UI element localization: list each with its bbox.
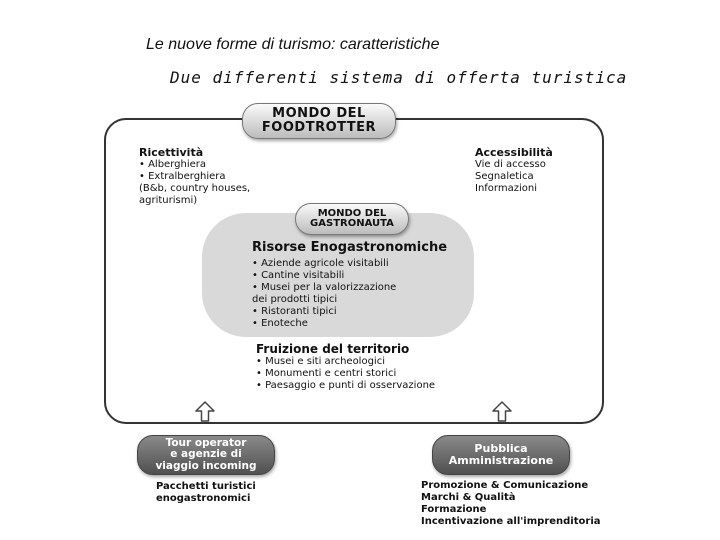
slide-subtitle: Due differenti sistema di offerta turistica [170, 68, 628, 87]
pubblica-services [421, 480, 601, 528]
risorse-block [252, 240, 447, 330]
pubblica-service-line: Promozione & Comunicazione [421, 480, 589, 491]
tour-operator-box [137, 435, 275, 475]
ricettivita-line: agriturismi) [139, 195, 198, 206]
pubblica-amministrazione-box [432, 435, 570, 475]
ricettivita-line: (B&b, country houses, [139, 183, 251, 194]
risorse-line: • Enoteche [252, 318, 308, 329]
risorse-line: • Cantine visitabili [252, 270, 345, 281]
tour-operator-line: viaggio incoming [155, 459, 257, 472]
pubblica-line: Amministrazione [448, 454, 554, 467]
pubblica-service-line: Marchi & Qualità [421, 492, 516, 503]
fruizione-line: • Musei e siti archeologici [256, 356, 385, 367]
up-arrow-icon [491, 400, 513, 422]
accessibilita-line: Vie di accesso [475, 159, 546, 170]
ricettivita-line: • Extralberghiera [139, 171, 226, 182]
accessibilita-line: Segnaletica [475, 171, 534, 182]
risorse-heading: Risorse Enogastronomiche [252, 240, 448, 255]
gastronauta-line1: MONDO DEL [317, 207, 387, 219]
up-arrow-icon [194, 400, 216, 422]
slide-title: Le nuove forme di turismo: caratteristiche [146, 36, 440, 53]
tour-operator-service-line: Pacchetti turistici [156, 481, 256, 492]
fruizione-heading: Fruizione del territorio [256, 342, 410, 356]
pubblica-line: Pubblica [474, 442, 528, 456]
foodtrotter-label [242, 103, 396, 139]
tour-operator-line: Tour operator [165, 437, 247, 450]
accessibilita-line: Informazioni [475, 183, 537, 194]
fruizione-line: • Paesaggio e punti di osservazione [256, 380, 436, 391]
gastronauta-line2: GASTRONAUTA [310, 218, 394, 229]
pubblica-service-line: Incentivazione all'imprenditoria [421, 516, 601, 527]
risorse-line: • Ristoranti tipici [252, 306, 337, 317]
ricettivita-heading: Ricettività [139, 146, 204, 159]
pubblica-service-line: Formazione [421, 504, 487, 515]
fruizione-block [256, 342, 435, 392]
risorse-line: • Musei per la valorizzazione [252, 282, 397, 293]
tour-operator-line: e agenzie di [170, 448, 242, 461]
fruizione-line: • Monumenti e centri storici [256, 368, 397, 379]
gastronauta-label [295, 203, 409, 235]
tour-operator-services [156, 481, 256, 505]
accessibilita-heading: Accessibilità [475, 146, 553, 159]
accessibilita-block [475, 146, 553, 195]
foodtrotter-line2: FOODTROTTER [261, 120, 377, 135]
risorse-line: • Aziende agricole visitabili [252, 258, 389, 269]
ricettivita-block [139, 146, 250, 207]
tour-operator-service-line: enogastronomici [156, 493, 251, 504]
foodtrotter-line1: MONDO DEL [272, 106, 366, 122]
ricettivita-line: • Alberghiera [139, 159, 206, 170]
risorse-line: dei prodotti tipici [252, 294, 338, 305]
